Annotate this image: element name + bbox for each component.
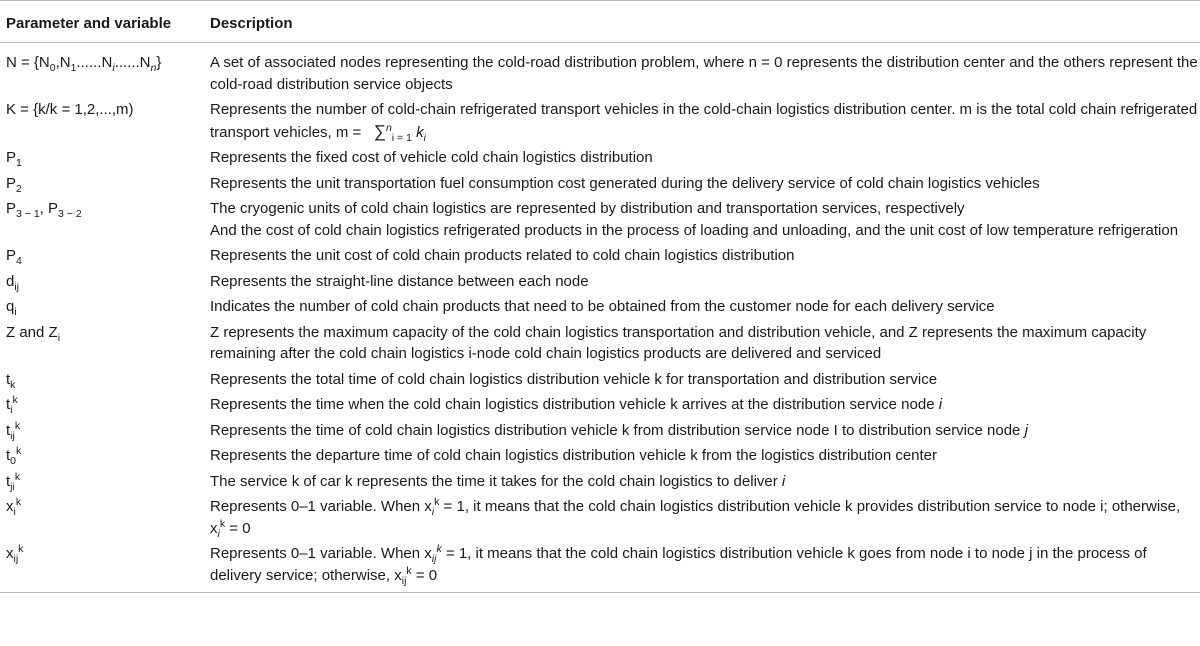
description-cell: The service k of car k represents the time it takes for the cold chain logistics to deliver i xyxy=(210,472,786,490)
param-cell: $N = \{N_0,N_1......N_i......N_n\}$ xyxy=(6,54,162,74)
description-cell: The cryogenic units of cold chain logistics are represented by distribution and transportation services, respectively And the cost of cold chain logistics refrigerated products in the process of loading and unloading, and the unit cost of low temperature refrigeration xyxy=(210,200,1179,239)
description-cell: Represents the unit transportation fuel consumption cost generated during the delivery service of cold chain logistics vehicles xyxy=(210,174,1040,192)
param-cell: $P_{3 - 1}$, $P_{3 - 2}$ xyxy=(6,200,82,220)
description-cell: A set of associated nodes representing the cold-road distribution problem, where n = 0 represents the distribution center and the others represent the cold-road distribution service objects xyxy=(210,54,1198,93)
table-row xyxy=(0,320,1200,367)
param-cell: $d_{ij}$ xyxy=(6,272,20,293)
header-parameter: Parameter and variable xyxy=(0,1,207,43)
param-cell: $t_{ij}^k$ xyxy=(6,419,21,442)
description-cell: Represents the total time of cold chain logistics distribution vehicle k for transportation and distribution service xyxy=(210,370,938,388)
param-cell: $q_i$ xyxy=(6,298,17,318)
table-row xyxy=(0,43,1200,98)
header-row xyxy=(0,1,1200,43)
description-cell: Represents the fixed cost of vehicle cold chain logistics distribution xyxy=(210,149,653,166)
description-cell: Z represents the maximum capacity of the cold chain logistics transportation and distribution vehicle, and Z represents the maximum capacity remaining after the cold chain logistics i-node cold chain logistics products are delivered and serviced xyxy=(210,323,1147,362)
table-row xyxy=(0,443,1200,469)
table-row xyxy=(0,541,1200,593)
description-cell: Represents the time when the cold chain logistics distribution vehicle k arrives at the distribution service node i xyxy=(210,396,943,413)
param-cell: Z and $Z_i$ xyxy=(6,323,61,344)
table-row xyxy=(0,392,1200,418)
table-row xyxy=(0,269,1200,295)
table-row xyxy=(0,494,1200,541)
table-row xyxy=(0,469,1200,495)
description-cell: Represents the straight-line distance between each node xyxy=(210,272,589,290)
param-cell: $P_4$ xyxy=(6,247,22,267)
param-cell: $x_{ij}^k$ xyxy=(0,541,207,593)
param-cell: $P_2$ xyxy=(6,174,22,195)
param-cell: $t_i^k$ xyxy=(6,394,18,416)
param-cell: $P_1$ xyxy=(6,149,22,169)
table-row xyxy=(0,97,1200,145)
param-cell: K = {k/k = 1,2,...,m) xyxy=(6,101,134,118)
table-row xyxy=(0,171,1200,197)
table-row xyxy=(0,243,1200,269)
param-cell: $t_{ji}^k$ xyxy=(6,470,21,493)
table-row xyxy=(0,196,1200,243)
table-row xyxy=(0,367,1200,393)
description-cell: Represents the departure time of cold chain logistics distribution vehicle k from the logistics distribution center xyxy=(210,447,938,464)
description-cell: Represents 0–1 variable. When $x_{ij}^k = 1$, it means that the cold chain logistics distribution vehicle k goes from node i to node j in the process of delivery service; otherwise, $x_{ij}^k = 0$ xyxy=(207,541,1200,593)
header-description: Description xyxy=(207,1,1200,43)
description-cell: Indicates the number of cold chain products that need to be obtained from the customer node for each delivery service xyxy=(210,298,995,315)
table-row xyxy=(0,418,1200,444)
param-cell: $t_k$ xyxy=(6,370,16,391)
sum-symbol: ∑ xyxy=(373,121,386,141)
param-cell: $t_0^k$ xyxy=(6,445,22,467)
description-cell: Represents 0–1 variable. When $x_i^k = 1$, it means that the cold chain logistics distribution vehicle k provides distribution service to node i; otherwise, $x_i^k = 0$ xyxy=(210,496,1181,540)
param-cell: $x_i^k$ xyxy=(6,496,22,518)
description-cell: Represents the number of cold-chain refrigerated transport vehicles in the cold-chain logistics distribution center. m is the total cold chain refrigerated transport vehicles, m = ∑$^n_{i = 1}$ $k_i$ xyxy=(210,101,1198,144)
table-row xyxy=(0,145,1200,171)
description-cell: Represents the unit cost of cold chain products related to cold chain logistics distribution xyxy=(210,247,795,264)
description-cell: Represents the time of cold chain logistics distribution vehicle k from distribution service node I to distribution service node j xyxy=(210,421,1028,439)
table-row xyxy=(0,294,1200,320)
